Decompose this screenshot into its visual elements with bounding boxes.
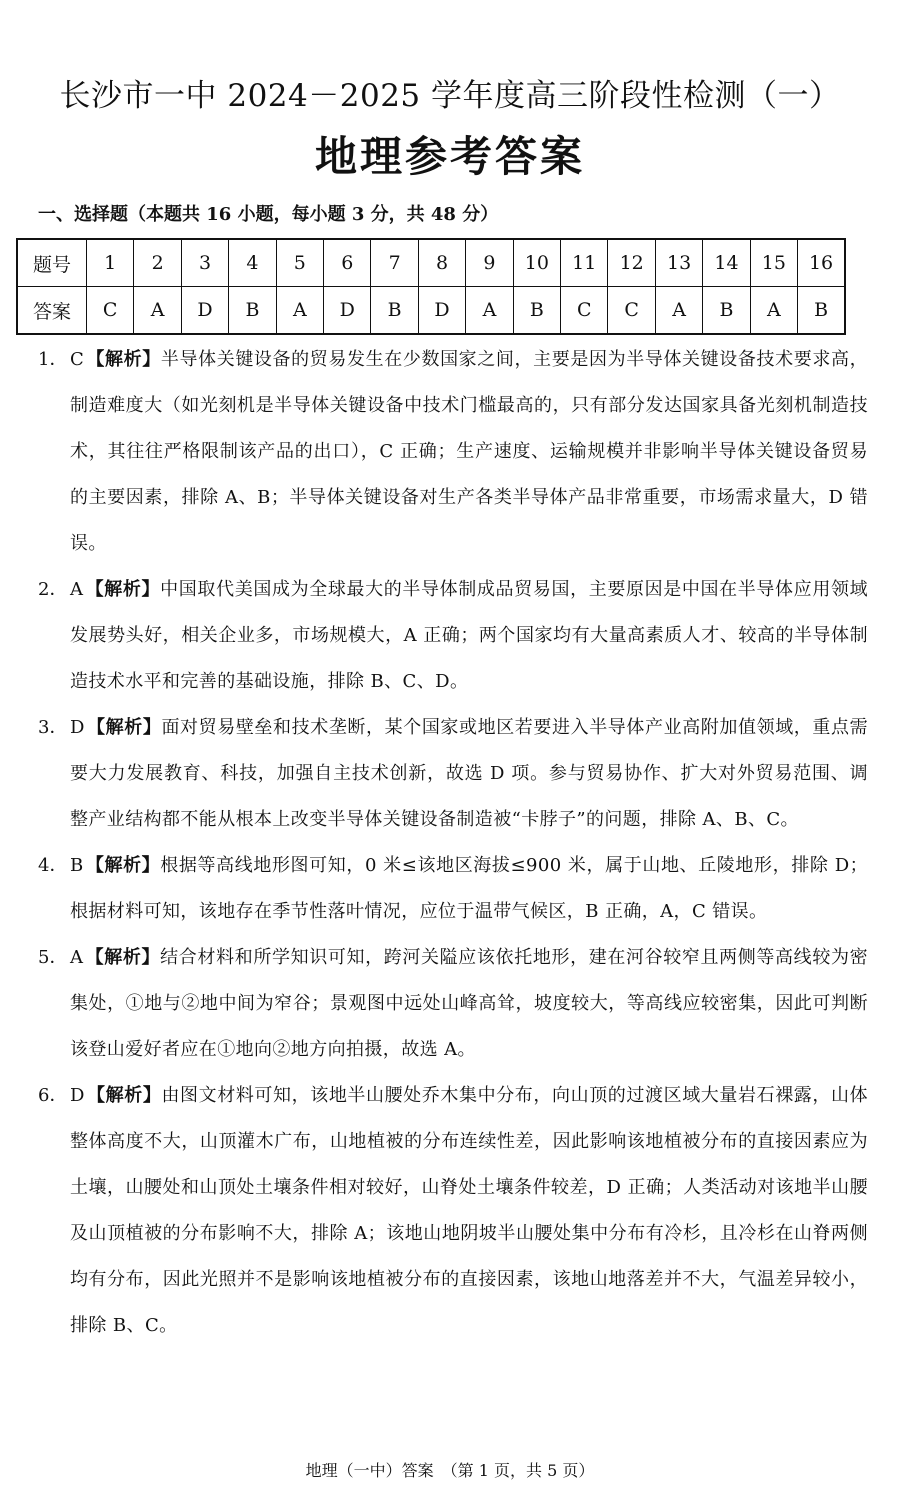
- item-text: 结合材料和所学知识可知，跨河关隘应该依托地形，建在河谷较窄且两侧等高线较为密集处，①地与②地中间为窄谷；景观图中远处山峰高耸，坡度较大，等高线应较密集，因此可判断该登山爱好者应在①地向②地方向拍摄，故选 A。: [70, 947, 868, 1060]
- item-text: 半导体关键设备的贸易发生在少数国家之间，主要是因为半导体关键设备技术要求高，制造难度大（如光刻机是半导体关键设备中技术门槛最高的，只有部分发达国家具备光刻机制造技术，其往往严格限制该产品的出口），C 正确；生产速度、运输规模并非影响半导体关键设备贸易的主要因素，排除 A、B；半导体关键设备对生产各类半导体产品非常重要，市场需求量大，D 错误。: [70, 349, 868, 554]
- answer-cell: B: [798, 287, 845, 335]
- answer-cell: C: [87, 287, 134, 335]
- analysis-tag: 【解析】: [85, 855, 161, 876]
- analysis-tag: 【解析】: [85, 947, 161, 968]
- row-label-question-number: 题号: [17, 239, 87, 287]
- item-answer: A: [70, 579, 84, 600]
- item-answer: C: [70, 349, 85, 370]
- item-text: 根据等高线地形图可知，0 米≤该地区海拔≤900 米，属于山地、丘陵地形，排除 D；根据材料可知，该地存在季节性落叶情况，应位于温带气候区，B 正确，A，C 错误。: [70, 855, 868, 922]
- item-answer: B: [70, 855, 84, 876]
- answer-cell: A: [750, 287, 797, 335]
- explanation-item: [38, 843, 868, 935]
- answer-cell: D: [418, 287, 465, 335]
- question-number-cell: 3: [181, 239, 228, 287]
- section-heading: 一、选择题（本题共 16 小题，每小题 3 分，共 48 分）: [38, 204, 499, 225]
- item-body: [70, 567, 868, 705]
- question-number-cell: 10: [513, 239, 560, 287]
- analysis-tag: 【解析】: [86, 1085, 162, 1106]
- item-text: 由图文材料可知，该地半山腰处乔木集中分布，向山顶的过渡区域大量岩石裸露，山体整体高度不大，山顶灌木广布，山地植被的分布连续性差，因此影响该地植被分布的直接因素应为土壤，山腰处和山顶处土壤条件相对较好，山脊处土壤条件较差，D 正确；人类活动对该地半山腰及山顶植被的分布影响不大，排除 A；该地山地阴坡半山腰处集中分布有冷杉，且冷杉在山脊两侧均有分布，因此光照并不是影响该地植被分布的直接因素，该地山地落差并不大，气温差异较小，排除 B、C。: [70, 1085, 868, 1336]
- item-answer: A: [70, 947, 84, 968]
- analysis-tag: 【解析】: [86, 349, 161, 370]
- answer-cell: C: [608, 287, 655, 335]
- answer-cell: A: [276, 287, 323, 335]
- item-number: 5．: [38, 947, 68, 968]
- explanation-list: [38, 337, 868, 1349]
- question-number-row: [17, 239, 845, 287]
- analysis-tag: 【解析】: [86, 717, 162, 738]
- explanation-item: [38, 337, 868, 567]
- page-footer: 地理（一中）答案 （第 1 页，共 5 页）: [305, 1461, 595, 1480]
- answer-cell: B: [371, 287, 418, 335]
- item-number: 4．: [38, 855, 68, 876]
- item-answer: D: [70, 1085, 85, 1106]
- answer-cell: C: [561, 287, 608, 335]
- question-number-cell: 6: [324, 239, 371, 287]
- answer-cell: A: [655, 287, 702, 335]
- item-number: 1．: [38, 349, 68, 370]
- document-title: 长沙市一中 2024－2025 学年度高三阶段性检测（一）: [59, 78, 841, 114]
- question-number-cell: 4: [229, 239, 276, 287]
- answer-cell: B: [513, 287, 560, 335]
- question-number-cell: 8: [418, 239, 465, 287]
- question-number-cell: 13: [655, 239, 702, 287]
- explanation-item: [38, 705, 868, 843]
- item-number: 3．: [38, 717, 68, 738]
- question-number-cell: 14: [703, 239, 750, 287]
- item-body: [70, 337, 868, 567]
- item-body: [70, 843, 868, 935]
- answer-cell: D: [181, 287, 228, 335]
- question-number-cell: 2: [134, 239, 181, 287]
- answer-cell: B: [229, 287, 276, 335]
- question-number-cell: 11: [561, 239, 608, 287]
- question-number-cell: 12: [608, 239, 655, 287]
- answer-row: [17, 287, 845, 335]
- document-subtitle: 地理参考答案: [314, 132, 585, 181]
- row-label-answer: 答案: [17, 287, 87, 335]
- item-number: 6．: [38, 1085, 68, 1106]
- explanation-item: [38, 567, 868, 705]
- explanation-item: [38, 1073, 868, 1349]
- item-text: 面对贸易壁垒和技术垄断，某个国家或地区若要进入半导体产业高附加值领域，重点需要大力发展教育、科技，加强自主技术创新，故选 D 项。参与贸易协作、扩大对外贸易范围、调整产业结构都不能从根本上改变半导体关键设备制造被“卡脖子”的问题，排除 A、B、C。: [70, 717, 868, 830]
- question-number-cell: 7: [371, 239, 418, 287]
- answer-table: [16, 238, 846, 335]
- answer-cell: D: [324, 287, 371, 335]
- item-text: 中国取代美国成为全球最大的半导体制成品贸易国，主要原因是中国在半导体应用领域发展势头好，相关企业多，市场规模大，A 正确；两个国家均有大量高素质人才、较高的半导体制造技术水平和完善的基础设施，排除 B、C、D。: [70, 579, 868, 692]
- item-answer: D: [70, 717, 85, 738]
- question-number-cell: 15: [750, 239, 797, 287]
- explanation-item: [38, 935, 868, 1073]
- item-number: 2．: [38, 579, 68, 600]
- question-number-cell: 5: [276, 239, 323, 287]
- answer-cell: A: [134, 287, 181, 335]
- item-body: [70, 1073, 868, 1349]
- answer-cell: B: [703, 287, 750, 335]
- analysis-tag: 【解析】: [85, 579, 161, 600]
- question-number-cell: 9: [466, 239, 513, 287]
- question-number-cell: 1: [87, 239, 134, 287]
- item-body: [70, 705, 868, 843]
- question-number-cell: 16: [798, 239, 845, 287]
- answer-cell: A: [466, 287, 513, 335]
- item-body: [70, 935, 868, 1073]
